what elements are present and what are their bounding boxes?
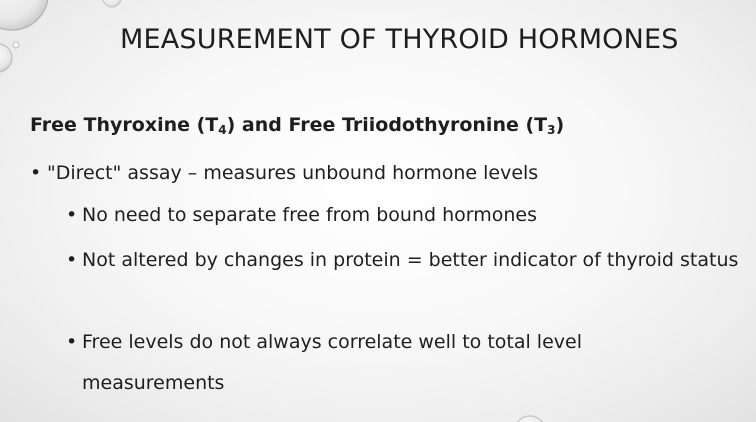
bullet-dot: • xyxy=(30,162,42,184)
bullet-dot: • xyxy=(66,249,78,271)
sub-bullet-item xyxy=(66,322,726,404)
bullet-dot: • xyxy=(66,204,78,226)
subheading-part-1: Free Thyroxine (T xyxy=(30,114,219,136)
bullet-text: "Direct" assay – measures unbound hormone levels xyxy=(47,162,539,184)
bullet-item xyxy=(30,153,730,194)
sub-bullet-item xyxy=(66,195,736,236)
bullet-dot: • xyxy=(66,331,78,353)
subheading-part-3: ) xyxy=(555,114,565,136)
bullet-text: Free levels do not always correlate well to total level measurements xyxy=(82,331,582,394)
bullet-text: No need to separate free from bound hormones xyxy=(82,204,537,226)
slide-title: MEASUREMENT OF THYROID HORMONES xyxy=(120,24,679,55)
subheading-subscript-3: 3 xyxy=(547,123,556,137)
bubble-large xyxy=(0,0,48,30)
subheading-part-2: ) and Free Triiodothyronine (T xyxy=(226,114,548,136)
subheading xyxy=(30,114,564,137)
bubble-top xyxy=(103,0,121,7)
bubble-tiny xyxy=(13,42,19,48)
sub-bullet-item xyxy=(66,240,746,281)
bubble-small xyxy=(0,44,12,72)
bubble-bottom xyxy=(514,416,546,422)
subheading-subscript-4: 4 xyxy=(218,123,227,137)
bullet-text: Not altered by changes in protein = better indicator of thyroid status xyxy=(82,249,739,271)
